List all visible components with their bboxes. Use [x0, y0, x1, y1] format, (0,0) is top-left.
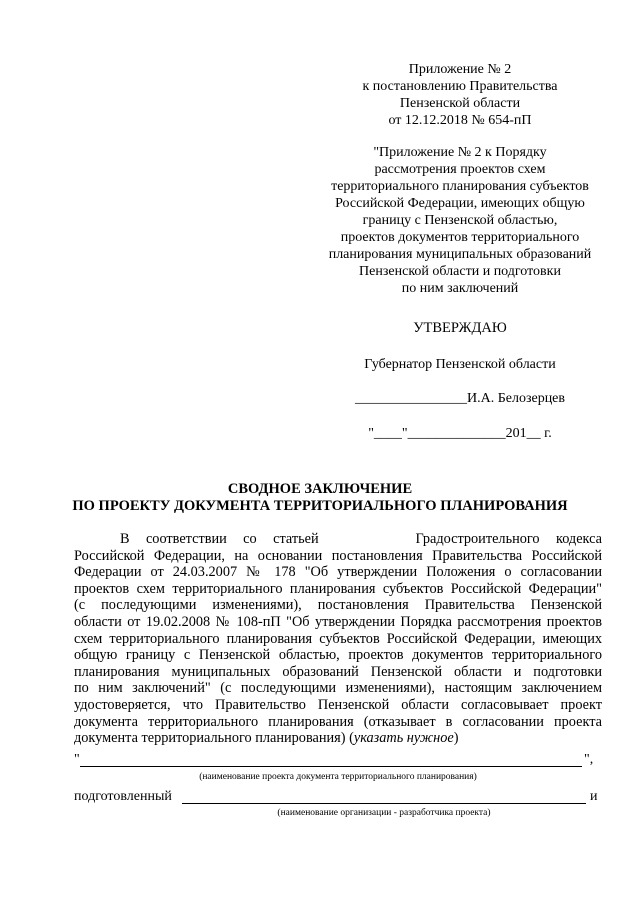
approval-date-line: "____"______________201__ г. — [368, 426, 552, 441]
appendix-date: от 12.12.2018 № 654-пП — [388, 113, 532, 128]
appendix-ref-line: "Приложение № 2 к Порядку — [373, 145, 547, 160]
appendix-ref-line: по ним заключений — [401, 281, 519, 296]
body-first-line — [74, 531, 602, 548]
appendix-ref-line: границу с Пензенской областью, — [362, 213, 558, 228]
body-line: документа территориального планирования (отказывает в согласовании проекта — [74, 713, 602, 730]
approval-position: Губернатор Пензенской области — [364, 357, 556, 372]
body-paragraph — [74, 531, 602, 747]
appendix-number: Приложение № 2 — [408, 62, 512, 77]
appendix-reference — [318, 144, 602, 297]
organization-tail: и — [590, 789, 598, 804]
project-close-quote: ", — [584, 752, 594, 767]
body-line: по ним заключений" (с последующими изменениями), настоящим заключением — [74, 680, 602, 697]
appendix-header — [318, 61, 602, 129]
project-open-quote: " — [74, 752, 80, 767]
body-line-1-end: Градостроительного кодекса — [415, 531, 602, 547]
body-line: планирования муниципальных образований Пензенской области и подготовки — [74, 663, 602, 680]
body-line: (с последующими изменениями), постановления Правительства Пензенской — [74, 597, 602, 614]
prepared-by-label: подготовленный — [74, 789, 172, 804]
project-name-field[interactable] — [80, 766, 582, 767]
appendix-ref-line: Пензенской области и подготовки — [359, 264, 561, 279]
appendix-region: Пензенской области — [399, 96, 521, 111]
indicate-needed-note: указать нужное — [353, 730, 454, 747]
article-blank — [335, 531, 399, 548]
appendix-ref-line: Российской Федерации, имеющих общую — [335, 196, 585, 211]
body-line: Федерации от 24.03.2007 № 178 "Об утверждении Положения о согласовании — [74, 564, 602, 581]
approval-signature-line: ________________И.А. Белозерцев — [354, 391, 566, 406]
appendix-ref-line: планирования муниципальных образований — [328, 247, 592, 262]
title-line-1: СВОДНОЕ ЗАКЛЮЧЕНИЕ — [227, 481, 413, 497]
document-title — [40, 481, 600, 515]
approval-heading: УТВЕРЖДАЮ — [413, 320, 507, 336]
body-last-line — [74, 730, 602, 747]
organization-row — [74, 789, 602, 809]
organization-caption: (наименование организации - разработчика проекта) — [277, 808, 491, 818]
appendix-decree: к постановлению Правительства — [362, 79, 558, 94]
body-line: общую границу с Пензенской областью, проектов документов территориального — [74, 647, 602, 664]
organization-field[interactable] — [182, 803, 586, 804]
body-line-1-start: В соответствии со статьей — [120, 531, 319, 547]
title-line-2: ПО ПРОЕКТУ ДОКУМЕНТА ТЕРРИТОРИАЛЬНОГО ПЛАНИРОВАНИЯ — [72, 498, 568, 514]
body-line: схем территориального планирования субъектов Российской Федерации, имеющих — [74, 630, 602, 647]
body-line: проектов схем территориального планирования субъектов Российской Федерации" — [74, 580, 602, 597]
body-line: удостоверяется, что Правительство Пензенской области согласовывает проект — [74, 696, 602, 713]
project-name-caption: (наименование проекта документа территориального планирования) — [199, 772, 477, 782]
appendix-ref-line: территориального планирования субъектов — [331, 179, 589, 194]
appendix-ref-line: рассмотрения проектов схем — [374, 162, 546, 177]
project-name-row — [74, 752, 602, 772]
body-last-line-end: ) — [453, 730, 459, 747]
body-line: области от 19.02.2008 № 108-пП "Об утверждении Порядка рассмотрения проектов — [74, 613, 602, 630]
body-last-line-text: документа территориального планирования) ( — [74, 730, 354, 747]
appendix-ref-line: проектов документов территориального — [340, 230, 580, 245]
body-line: Российской Федерации, на основании постановления Правительства Российской — [74, 547, 602, 564]
